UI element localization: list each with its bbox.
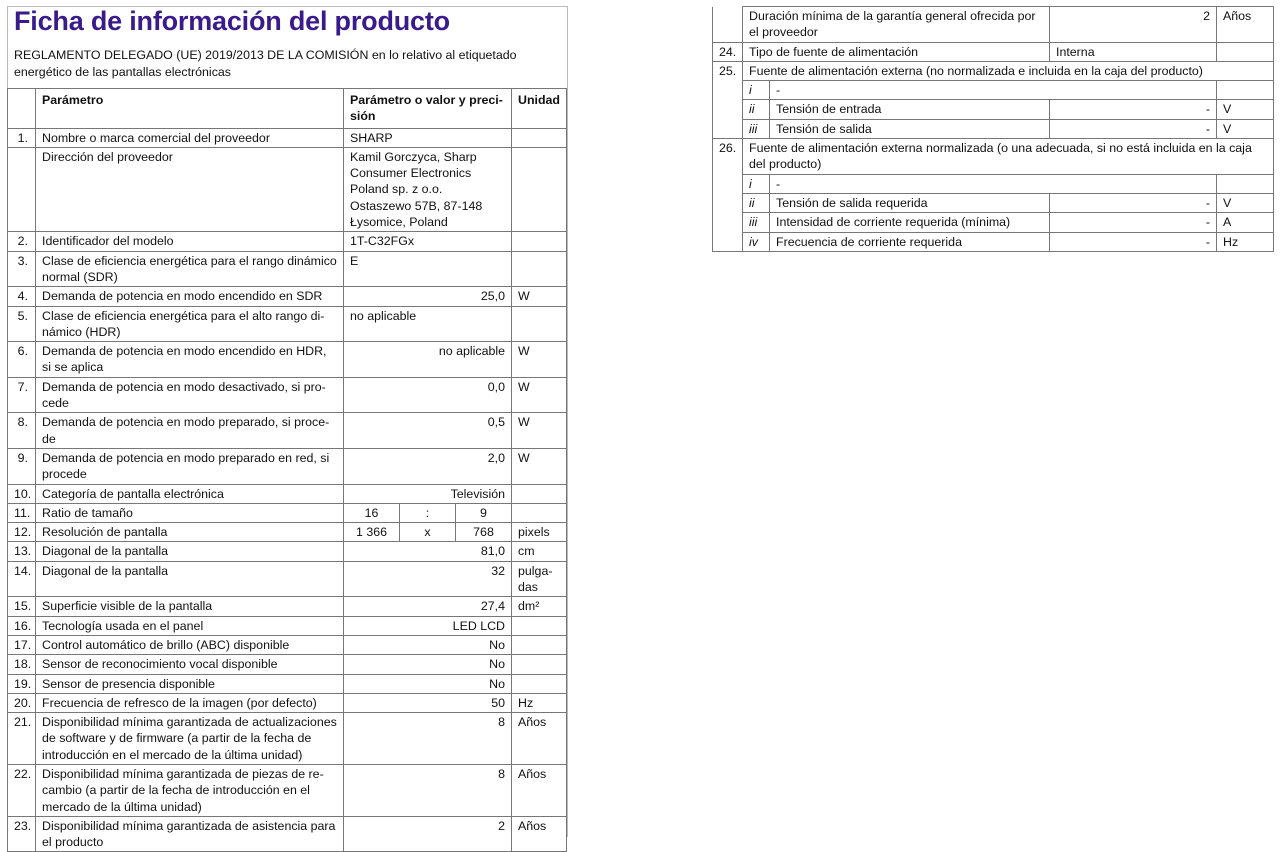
unit-cell [512,306,567,342]
unit-cell: W [512,413,567,449]
value-cell: Televisión [344,484,512,503]
unit-cell: W [512,377,567,413]
sub-row: iii Tensión de salida - V [713,119,1274,138]
row-number: 3. [8,251,36,287]
param-cell: Identificador del modelo [36,232,344,251]
table-row [8,251,567,287]
table-row [713,7,1274,43]
regulation-subtitle: REGLAMENTO DELEGADO (UE) 2019/2013 DE LA COMISIÓN en lo relativo al etiquetado energético de las pantallas electrónicas [14,48,517,79]
param-cell: Superficie visible de la pantalla [36,597,344,616]
value-separator: x [400,523,456,542]
value-cell: 50 [344,693,512,712]
value-cell: 0,5 [344,413,512,449]
unit-cell: W [512,287,567,306]
unit-cell: pulgadas [512,561,567,597]
value-part: 9 [456,503,512,522]
unit-cell [512,616,567,635]
row-number: 21. [8,713,36,765]
unit-cell [512,655,567,674]
table-row [713,61,1274,80]
table-row [8,306,567,342]
value-part: 16 [344,503,400,522]
table-row [713,139,1274,175]
param-cell: Frecuencia de refresco de la imagen (por defecto) [36,693,344,712]
table-row [8,287,567,306]
row-number: 6. [8,342,36,378]
table-row [8,616,567,635]
row-number [8,147,36,231]
value-cell: Interna [1050,42,1217,61]
unit-cell [512,503,567,522]
row-number: 8. [8,413,36,449]
table-row [8,561,567,597]
row-number: 24. [713,42,743,61]
param-cell: Ratio de tamaño [36,503,344,522]
row-number: 18. [8,655,36,674]
param-cell: Clase de eficiencia energética para el alto rango dinámico (HDR) [36,306,344,342]
row-number: 25. [713,61,743,138]
param-cell: Demanda de potencia en modo preparado, si procede [36,413,344,449]
row-number: 4. [8,287,36,306]
row-number: 11. [8,503,36,522]
unit-cell [512,251,567,287]
unit-cell [512,635,567,654]
value-separator: : [400,503,456,522]
value-part: 1 366 [344,523,400,542]
table-row [8,413,567,449]
table-row [8,713,567,765]
value-cell: no aplicable [344,342,512,378]
unit-cell: Años [512,764,567,816]
row-number: 20. [8,693,36,712]
table-row [8,503,567,522]
row-number: 9. [8,448,36,484]
value-part: 768 [456,523,512,542]
row-number: 13. [8,542,36,561]
param-cell: Demanda de potencia en modo encendido en SDR [36,287,344,306]
sub-row: iii Intensidad de corriente requerida (mínima) - A [713,213,1274,232]
value-cell: 2,0 [344,448,512,484]
param-cell: Fuente de alimentación externa (no normalizada e incluida en la caja del producto) [743,61,1274,80]
row-number: 12. [8,523,36,542]
param-cell: Disponibilidad mínima garantizada de piezas de recambio (a partir de la fecha de introducción en el mercado de la última unidad) [36,764,344,816]
table-row [8,764,567,816]
table-row [8,542,567,561]
row-number: 17. [8,635,36,654]
unit-cell: dm² [512,597,567,616]
product-info-table [7,88,567,852]
row-number: 19. [8,674,36,693]
row-number: 15. [8,597,36,616]
row-number: 10. [8,484,36,503]
value-cell: 8 [344,764,512,816]
param-cell: Diagonal de la pantalla [36,561,344,597]
value-cell: 0,0 [344,377,512,413]
value-cell: no aplicable [344,306,512,342]
table-row [8,655,567,674]
value-cell: E [344,251,512,287]
table-row [8,597,567,616]
unit-cell [512,484,567,503]
param-cell: Disponibilidad mínima garantizada de asistencia para el producto [36,816,344,852]
sub-row: iv Frecuencia de corriente requerida - Hz [713,232,1274,251]
value-cell: No [344,674,512,693]
value-cell: LED LCD [344,616,512,635]
param-cell: Resolución de pantalla [36,523,344,542]
value-cell: SHARP [344,128,512,147]
value-cell: 8 [344,713,512,765]
param-cell: Sensor de presencia disponible [36,674,344,693]
unit-cell: W [512,342,567,378]
param-cell: Demanda de potencia en modo preparado en red, si procede [36,448,344,484]
value-cell: No [344,635,512,654]
power-supply-table [712,6,1274,252]
table-row [8,377,567,413]
unit-cell: W [512,448,567,484]
table-header-row [8,89,567,129]
param-cell: Demanda de potencia en modo desactivado, si procede [36,377,344,413]
unit-cell [512,128,567,147]
row-number: 1. [8,128,36,147]
value-cell: No [344,655,512,674]
header-value: Parámetro o valor y precisión [344,89,512,129]
row-number: 7. [8,377,36,413]
unit-cell [512,674,567,693]
unit-cell [512,232,567,251]
table-row [8,693,567,712]
value-cell: Kamil Gorczyca, Sharp Consumer Electronics Poland sp. z o.o. Ostaszewo 57B, 87-148 Łysomice, Poland [344,147,512,231]
row-number: 22. [8,764,36,816]
param-cell: Demanda de potencia en modo encendido en HDR, si se aplica [36,342,344,378]
sub-row: ii Tensión de entrada - V [713,100,1274,119]
sub-row: i - [713,174,1274,193]
param-cell: Clase de eficiencia energética para el rango dinámico normal (SDR) [36,251,344,287]
value-cell: 2 [1050,7,1217,43]
sub-row: ii Tensión de salida requerida - V [713,193,1274,212]
param-cell: Control automático de brillo (ABC) disponible [36,635,344,654]
unit-cell: Años [512,816,567,852]
param-cell: Fuente de alimentación externa normalizada (o una adecuada, si no está incluida en la caja del producto) [743,139,1274,175]
table-row [8,232,567,251]
page-title: Ficha de información del producto [14,6,450,36]
table-row [8,674,567,693]
unit-cell: Años [1217,7,1274,43]
header-parameter: Parámetro [36,89,344,129]
param-cell: Tecnología usada en el panel [36,616,344,635]
unit-cell: Años [512,713,567,765]
param-cell: Categoría de pantalla electrónica [36,484,344,503]
row-number: 16. [8,616,36,635]
param-cell: Diagonal de la pantalla [36,542,344,561]
value-cell: 25,0 [344,287,512,306]
param-cell: Disponibilidad mínima garantizada de actualizaciones de software y de firmware (a partir de la fecha de introducción en el mercado de la última unidad) [36,713,344,765]
unit-cell: cm [512,542,567,561]
row-number: 14. [8,561,36,597]
row-number: 26. [713,139,743,252]
table-row [8,128,567,147]
sub-row: i - [713,81,1274,100]
unit-cell [512,147,567,231]
param-cell: Dirección del proveedor [36,147,344,231]
row-number: 5. [8,306,36,342]
param-cell: Nombre o marca comercial del proveedor [36,128,344,147]
row-number: 2. [8,232,36,251]
param-cell: Tipo de fuente de alimentación [743,42,1050,61]
value-cell: 81,0 [344,542,512,561]
value-cell: 2 [344,816,512,852]
row-number: 23. [8,816,36,852]
table-row [8,342,567,378]
value-cell: 27,4 [344,597,512,616]
table-row [8,523,567,542]
table-row [8,448,567,484]
table-row [713,42,1274,61]
param-cell: Sensor de reconocimiento vocal disponible [36,655,344,674]
param-cell: Duración mínima de la garantía general ofrecida por el proveedor [743,7,1050,43]
unit-cell: Hz [512,693,567,712]
table-row [8,147,567,231]
table-row [8,816,567,852]
table-row [8,484,567,503]
value-cell: 1T-C32FGx [344,232,512,251]
table-row [8,635,567,654]
value-cell: 32 [344,561,512,597]
unit-cell: pixels [512,523,567,542]
header-unit: Unidad [512,89,567,129]
